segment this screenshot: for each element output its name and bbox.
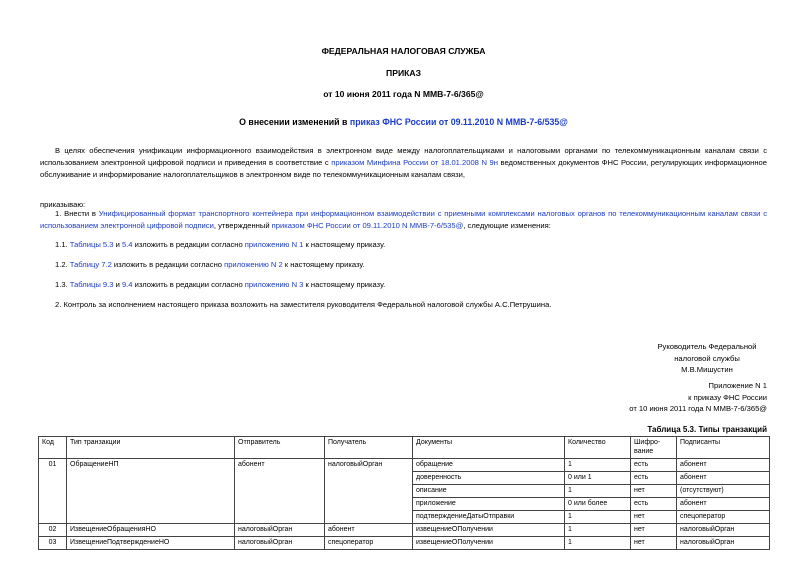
cell-quantity: 1 xyxy=(565,485,631,498)
col-type: Тип транзакции xyxy=(67,437,235,459)
cell-type: ИзвещениеПодтверждениеНО xyxy=(67,537,235,550)
appendix-line-2: к приказу ФНС России xyxy=(688,392,767,402)
col-encryption: Шифро- вание xyxy=(631,437,677,459)
table-title: Таблица 5.3. Типы транзакций xyxy=(647,425,767,434)
cell-receiver: абонент xyxy=(325,524,413,537)
cell-type: ОбращениеНП xyxy=(67,459,235,524)
col-quantity: Количество xyxy=(565,437,631,459)
org-name: ФЕДЕРАЛЬНАЯ НАЛОГОВАЯ СЛУЖБА xyxy=(321,46,486,56)
appendix-1-link[interactable]: приложению N 1 xyxy=(244,240,304,249)
appendix-2-link[interactable]: приложению N 2 xyxy=(224,260,283,269)
cell-document: описание xyxy=(413,485,565,498)
cell-quantity: 1 xyxy=(565,524,631,537)
cell-sender: абонент xyxy=(235,459,325,524)
doc-date: от 10 июня 2011 года N ММВ-7-6/365@ xyxy=(323,89,484,99)
item-1-3-and: и xyxy=(113,280,122,289)
cell-sender: налоговыйОрган xyxy=(235,537,325,550)
cell-signer: абонент xyxy=(677,472,770,485)
signature-line-1: Руководитель Федеральной xyxy=(657,342,757,351)
order-word: приказываю: xyxy=(40,200,86,209)
subject-link[interactable]: приказ ФНС России от 09.11.2010 N ММВ-7-6/535@ xyxy=(349,117,568,127)
transactions-table xyxy=(38,436,770,550)
table-7-2-link[interactable]: Таблицу 7.2 xyxy=(69,260,112,269)
doc-subject xyxy=(0,117,807,128)
col-receiver: Получатель xyxy=(325,437,413,459)
item-1-1-mid: изложить в редакции согласно xyxy=(132,240,245,249)
cell-encryption: нет xyxy=(631,537,677,550)
table-9-4-link[interactable]: 9.4 xyxy=(121,280,133,289)
cell-signer: абонент xyxy=(677,459,770,472)
item-1-1-prefix: 1.1. xyxy=(55,240,70,249)
cell-quantity: 1 xyxy=(565,511,631,524)
subject-prefix: О внесении изменений в xyxy=(239,117,350,127)
signature-block xyxy=(647,341,767,376)
item-2: 2. Контроль за исполнением настоящего приказа возложить на заместителя руководителя Федеральной налоговой службы А.С.Петрушина. xyxy=(55,300,552,309)
item-1-1-and: и xyxy=(113,240,122,249)
item-1-mid: , утвержденный xyxy=(213,221,272,230)
item-1-3-mid: изложить в редакции согласно xyxy=(132,280,245,289)
item-1-1-suffix: к настоящему приказу. xyxy=(303,240,386,249)
item-1-3-suffix: к настоящему приказу. xyxy=(303,280,386,289)
col-code: Код xyxy=(39,437,67,459)
cell-quantity: 1 xyxy=(565,459,631,472)
item-1-1 xyxy=(55,240,385,249)
cell-signer: спецоператор xyxy=(677,511,770,524)
cell-document: извещениеОПолучении xyxy=(413,524,565,537)
cell-encryption: нет xyxy=(631,511,677,524)
item-1-paragraph xyxy=(40,208,767,232)
unified-format-link[interactable]: Унифицированный формат транспортного контейнера при информационном взаимодействии с приемными комплексами налоговых органов по телекоммуникационным каналам связи с использованием электронной цифровой подписи xyxy=(40,209,767,230)
cell-code: 03 xyxy=(39,537,67,550)
appendix-3-link[interactable]: приложению N 3 xyxy=(244,280,304,289)
item-1-2-mid: изложить в редакции согласно xyxy=(111,260,225,269)
cell-signer: налоговыйОрган xyxy=(677,537,770,550)
item-1-suffix: , следующие изменения: xyxy=(463,221,551,230)
cell-quantity: 0 или 1 xyxy=(565,472,631,485)
cell-quantity: 0 или более xyxy=(565,498,631,511)
cell-signer: абонент xyxy=(677,498,770,511)
cell-type: ИзвещениеОбращенияНО xyxy=(67,524,235,537)
cell-signer: налоговыйОрган xyxy=(677,524,770,537)
item-1-2 xyxy=(55,260,365,269)
cell-quantity: 1 xyxy=(565,537,631,550)
signature-name: М.В.Мишустин xyxy=(681,365,733,374)
cell-document: подтверждениеДатыОтправки xyxy=(413,511,565,524)
table-5-4-link[interactable]: 5.4 xyxy=(121,240,133,249)
table-5-3-link[interactable]: Таблицы 5.3 xyxy=(69,240,114,249)
cell-encryption: есть xyxy=(631,459,677,472)
cell-encryption: нет xyxy=(631,485,677,498)
signature-line-2: налоговой службы xyxy=(674,353,740,363)
col-sender: Отправитель xyxy=(235,437,325,459)
cell-document: обращение xyxy=(413,459,565,472)
appendix-line-1: Приложение N 1 xyxy=(708,381,767,390)
cell-signer: (отсутствуют) xyxy=(677,485,770,498)
appendix-line-3: от 10 июня 2011 года N ММВ-7-6/365@ xyxy=(629,404,767,413)
table-row xyxy=(39,459,770,472)
cell-document: доверенность xyxy=(413,472,565,485)
col-signers: Подписанты xyxy=(677,437,770,459)
col-documents: Документы xyxy=(413,437,565,459)
cell-sender: налоговыйОрган xyxy=(235,524,325,537)
table-header-row xyxy=(39,437,770,459)
fns-order-link[interactable]: приказом ФНС России от 09.11.2010 N ММВ-7-6/535@ xyxy=(271,221,464,230)
cell-code: 01 xyxy=(39,459,67,524)
item-1-3 xyxy=(55,280,385,289)
item-1-2-prefix: 1.2. xyxy=(55,260,70,269)
cell-encryption: есть xyxy=(631,498,677,511)
cell-document: приложение xyxy=(413,498,565,511)
item-1-2-suffix: к настоящему приказу. xyxy=(282,260,365,269)
cell-document: извещениеОПолучении xyxy=(413,537,565,550)
table-row xyxy=(39,524,770,537)
item-1-3-prefix: 1.3. xyxy=(55,280,70,289)
intro-paragraph xyxy=(40,145,767,181)
doc-type: ПРИКАЗ xyxy=(386,68,421,78)
appendix-block xyxy=(629,380,767,415)
table-9-3-link[interactable]: Таблицы 9.3 xyxy=(69,280,114,289)
cell-code: 02 xyxy=(39,524,67,537)
intro-text-1: В целях обеспечения унификации информационного взаимодействия в электронном виде между налогоплательщиками и налоговыми органами по телекоммуникационным каналам связи с использованием электронной цифровой подписи и приведения в соответствие с xyxy=(40,146,767,167)
minfin-order-link[interactable]: приказом Минфина России от 18.01.2008 N 9н xyxy=(331,158,498,167)
intro-text-2: ведомственных документов ФНС России, регулирующих информационное обслуживание и информирование налогоплательщиков в электронном виде по телекоммуникационным каналам связи, xyxy=(40,158,767,179)
item-1-prefix: 1. Внести в xyxy=(55,209,99,218)
table-row xyxy=(39,537,770,550)
cell-encryption: нет xyxy=(631,524,677,537)
cell-receiver: спецоператор xyxy=(325,537,413,550)
cell-receiver: налоговыйОрган xyxy=(325,459,413,524)
cell-encryption: есть xyxy=(631,472,677,485)
